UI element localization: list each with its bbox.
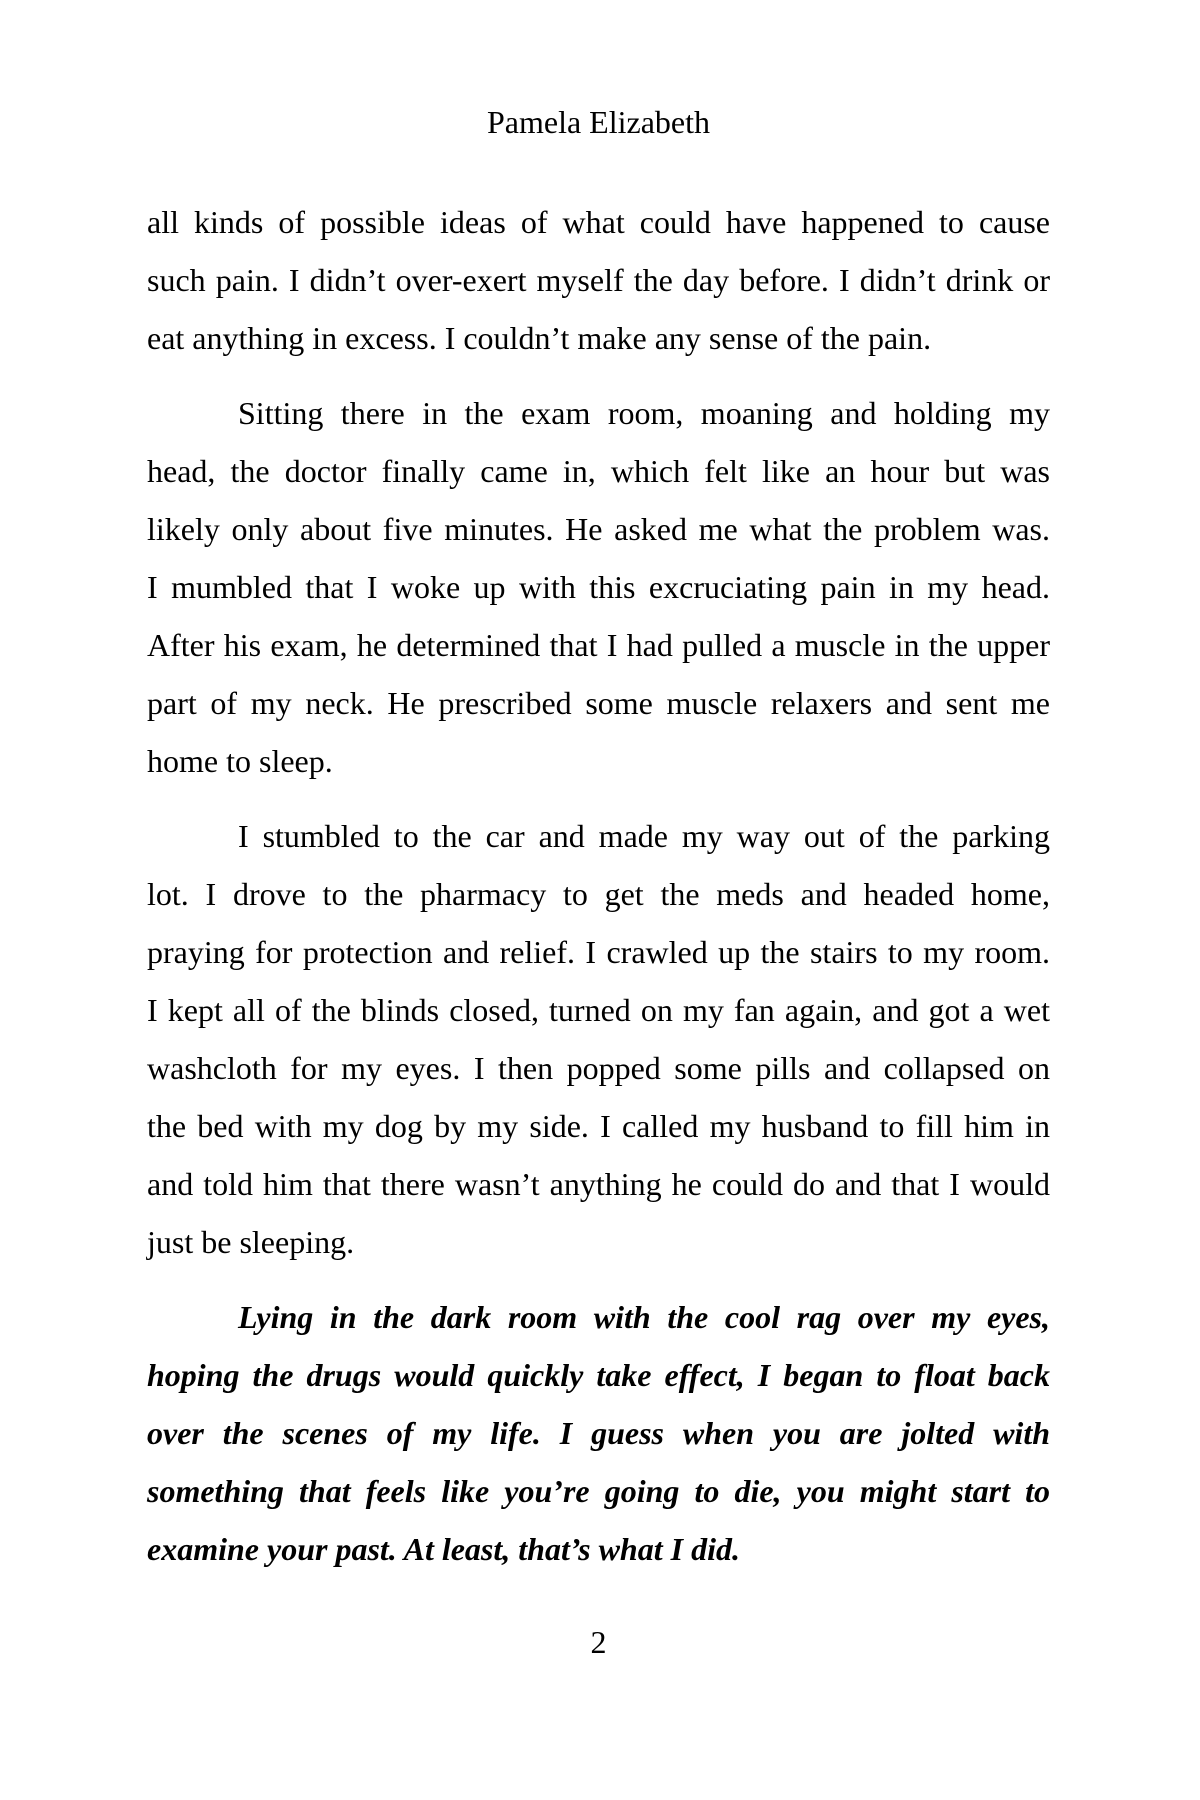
text-line: examine your past. At least, that’s what I did. bbox=[147, 1531, 740, 1567]
text-line: I mumbled that I woke up with this excruciating pain in my head. bbox=[147, 569, 1050, 605]
text-line: head, the doctor finally came in, which felt like an hour but was bbox=[147, 453, 1050, 489]
text-line: such pain. I didn’t over-exert myself the day before. I didn’t drink or bbox=[147, 262, 1050, 298]
paragraph bbox=[147, 384, 1050, 790]
text-line: lot. I drove to the pharmacy to get the meds and headed home, bbox=[147, 876, 1050, 912]
text-line: I stumbled to the car and made my way out of the parking bbox=[238, 818, 1050, 854]
paragraph bbox=[147, 193, 1050, 367]
text-line: just be sleeping. bbox=[147, 1224, 355, 1260]
paragraph-emphasis bbox=[147, 1288, 1050, 1578]
text-line: likely only about five minutes. He asked me what the problem was. bbox=[147, 511, 1050, 547]
text-line: home to sleep. bbox=[147, 743, 333, 779]
text-line: praying for protection and relief. I crawled up the stairs to my room. bbox=[147, 934, 1050, 970]
text-line: I kept all of the blinds closed, turned on my fan again, and got a wet bbox=[147, 992, 1050, 1028]
page-number: 2 bbox=[590, 1624, 607, 1660]
paragraph bbox=[147, 807, 1050, 1271]
page-body-text bbox=[147, 193, 1050, 1578]
text-line: eat anything in excess. I couldn’t make any sense of the pain. bbox=[147, 320, 932, 356]
text-line: After his exam, he determined that I had pulled a muscle in the upper bbox=[147, 627, 1050, 663]
text-line: Lying in the dark room with the cool rag over my eyes, bbox=[238, 1299, 1050, 1335]
text-line: washcloth for my eyes. I then popped some pills and collapsed on bbox=[147, 1050, 1050, 1086]
text-line: all kinds of possible ideas of what could have happened to cause bbox=[147, 204, 1050, 240]
text-line: part of my neck. He prescribed some muscle relaxers and sent me bbox=[147, 685, 1050, 721]
text-line: over the scenes of my life. I guess when you are jolted with bbox=[147, 1415, 1050, 1451]
text-line: something that feels like you’re going to die, you might start to bbox=[147, 1473, 1050, 1509]
running-header: Pamela Elizabeth bbox=[486, 104, 710, 140]
text-line: and told him that there wasn’t anything he could do and that I would bbox=[147, 1166, 1050, 1202]
text-line: Sitting there in the exam room, moaning and holding my bbox=[238, 395, 1050, 431]
text-line: the bed with my dog by my side. I called my husband to fill him in bbox=[147, 1108, 1050, 1144]
text-line: hoping the drugs would quickly take effect, I began to float back bbox=[147, 1357, 1050, 1393]
